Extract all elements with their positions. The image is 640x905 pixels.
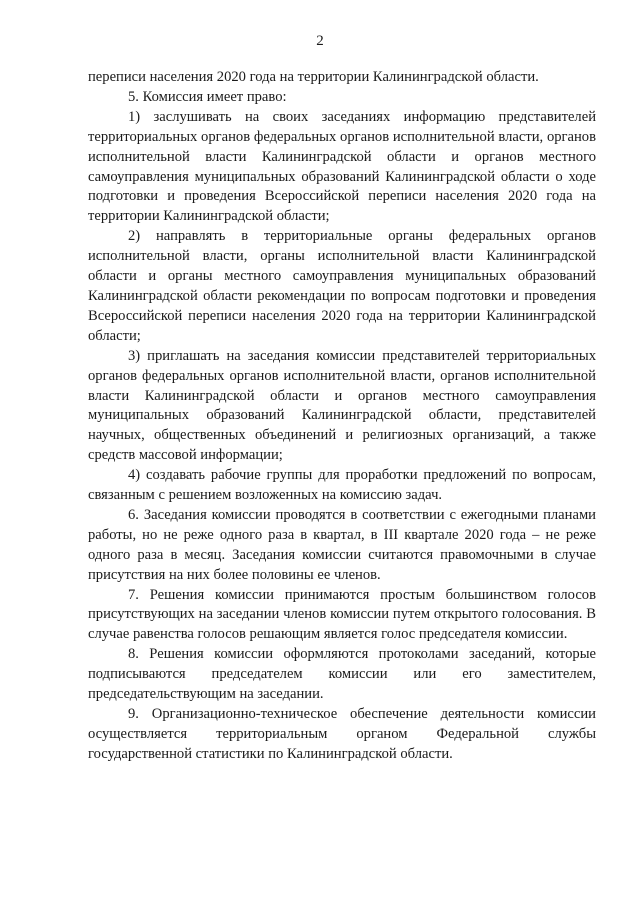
paragraph-item-3: 3) приглашать на заседания комиссии представителей территориальных органов федеральных органов исполнительной власти, органов исполнительной власти Калининградской области и органов местного самоуправления муниципальных образований Калининградской области, представителей научных, общественных объединений и религиозных организаций, а также средств массовой информации; [88,347,596,464]
paragraph-section-6: 6. Заседания комиссии проводятся в соответствии с ежегодными планами работы, но не реже одного раза в квартал, в III квартале 2020 года – не реже одного раза в месяц. Заседания комиссии считаются правомочными в случае присутствия на них более половины ее членов. [88,506,596,583]
paragraph-item-1: 1) заслушивать на своих заседаниях информацию представителей территориальных органов федеральных органов исполнительной власти, органов исполнительной власти Калининградской области и органов местного самоуправления муниципальных образований Калининградской области о ходе подготовки и проведения Всероссийской переписи населения 2020 года на территории Калининградской области; [88,108,596,225]
paragraph-section-8: 8. Решения комиссии оформляются протоколами заседаний, которые подписываются председателем комиссии или его заместителем, председательствующим на заседании. [88,646,596,703]
paragraph-item-4: 4) создавать рабочие группы для проработки предложений по вопросам, связанным с решением возложенных на комиссию задач. [88,467,596,504]
paragraph-continuation: переписи населения 2020 года на территории Калининградской области. [88,69,539,85]
document-body [88,68,596,765]
page-number: 2 [316,33,324,49]
paragraph-section-5-heading: 5. Комиссия имеет право: [128,88,287,105]
paragraph-section-9: 9. Организационно-техническое обеспечение деятельности комиссии осуществляется территориальным органом Федеральной службы государственной статистики по Калининградской области. [88,706,596,762]
paragraph-item-2: 2) направлять в территориальные органы федеральных органов исполнительной власти, органы исполнительной власти Калининградской области и органы местного самоуправления муниципальных образований Калининградской области рекомендации по вопросам подготовки и проведения Всероссийской переписи населения 2020 года на территории Калининградской области; [88,228,596,344]
paragraph-section-7: 7. Решения комиссии принимаются простым большинством голосов присутствующих на заседании членов комиссии путем открытого голосования. В случае равенства голосов решающим является голос председателя комиссии. [88,586,596,643]
